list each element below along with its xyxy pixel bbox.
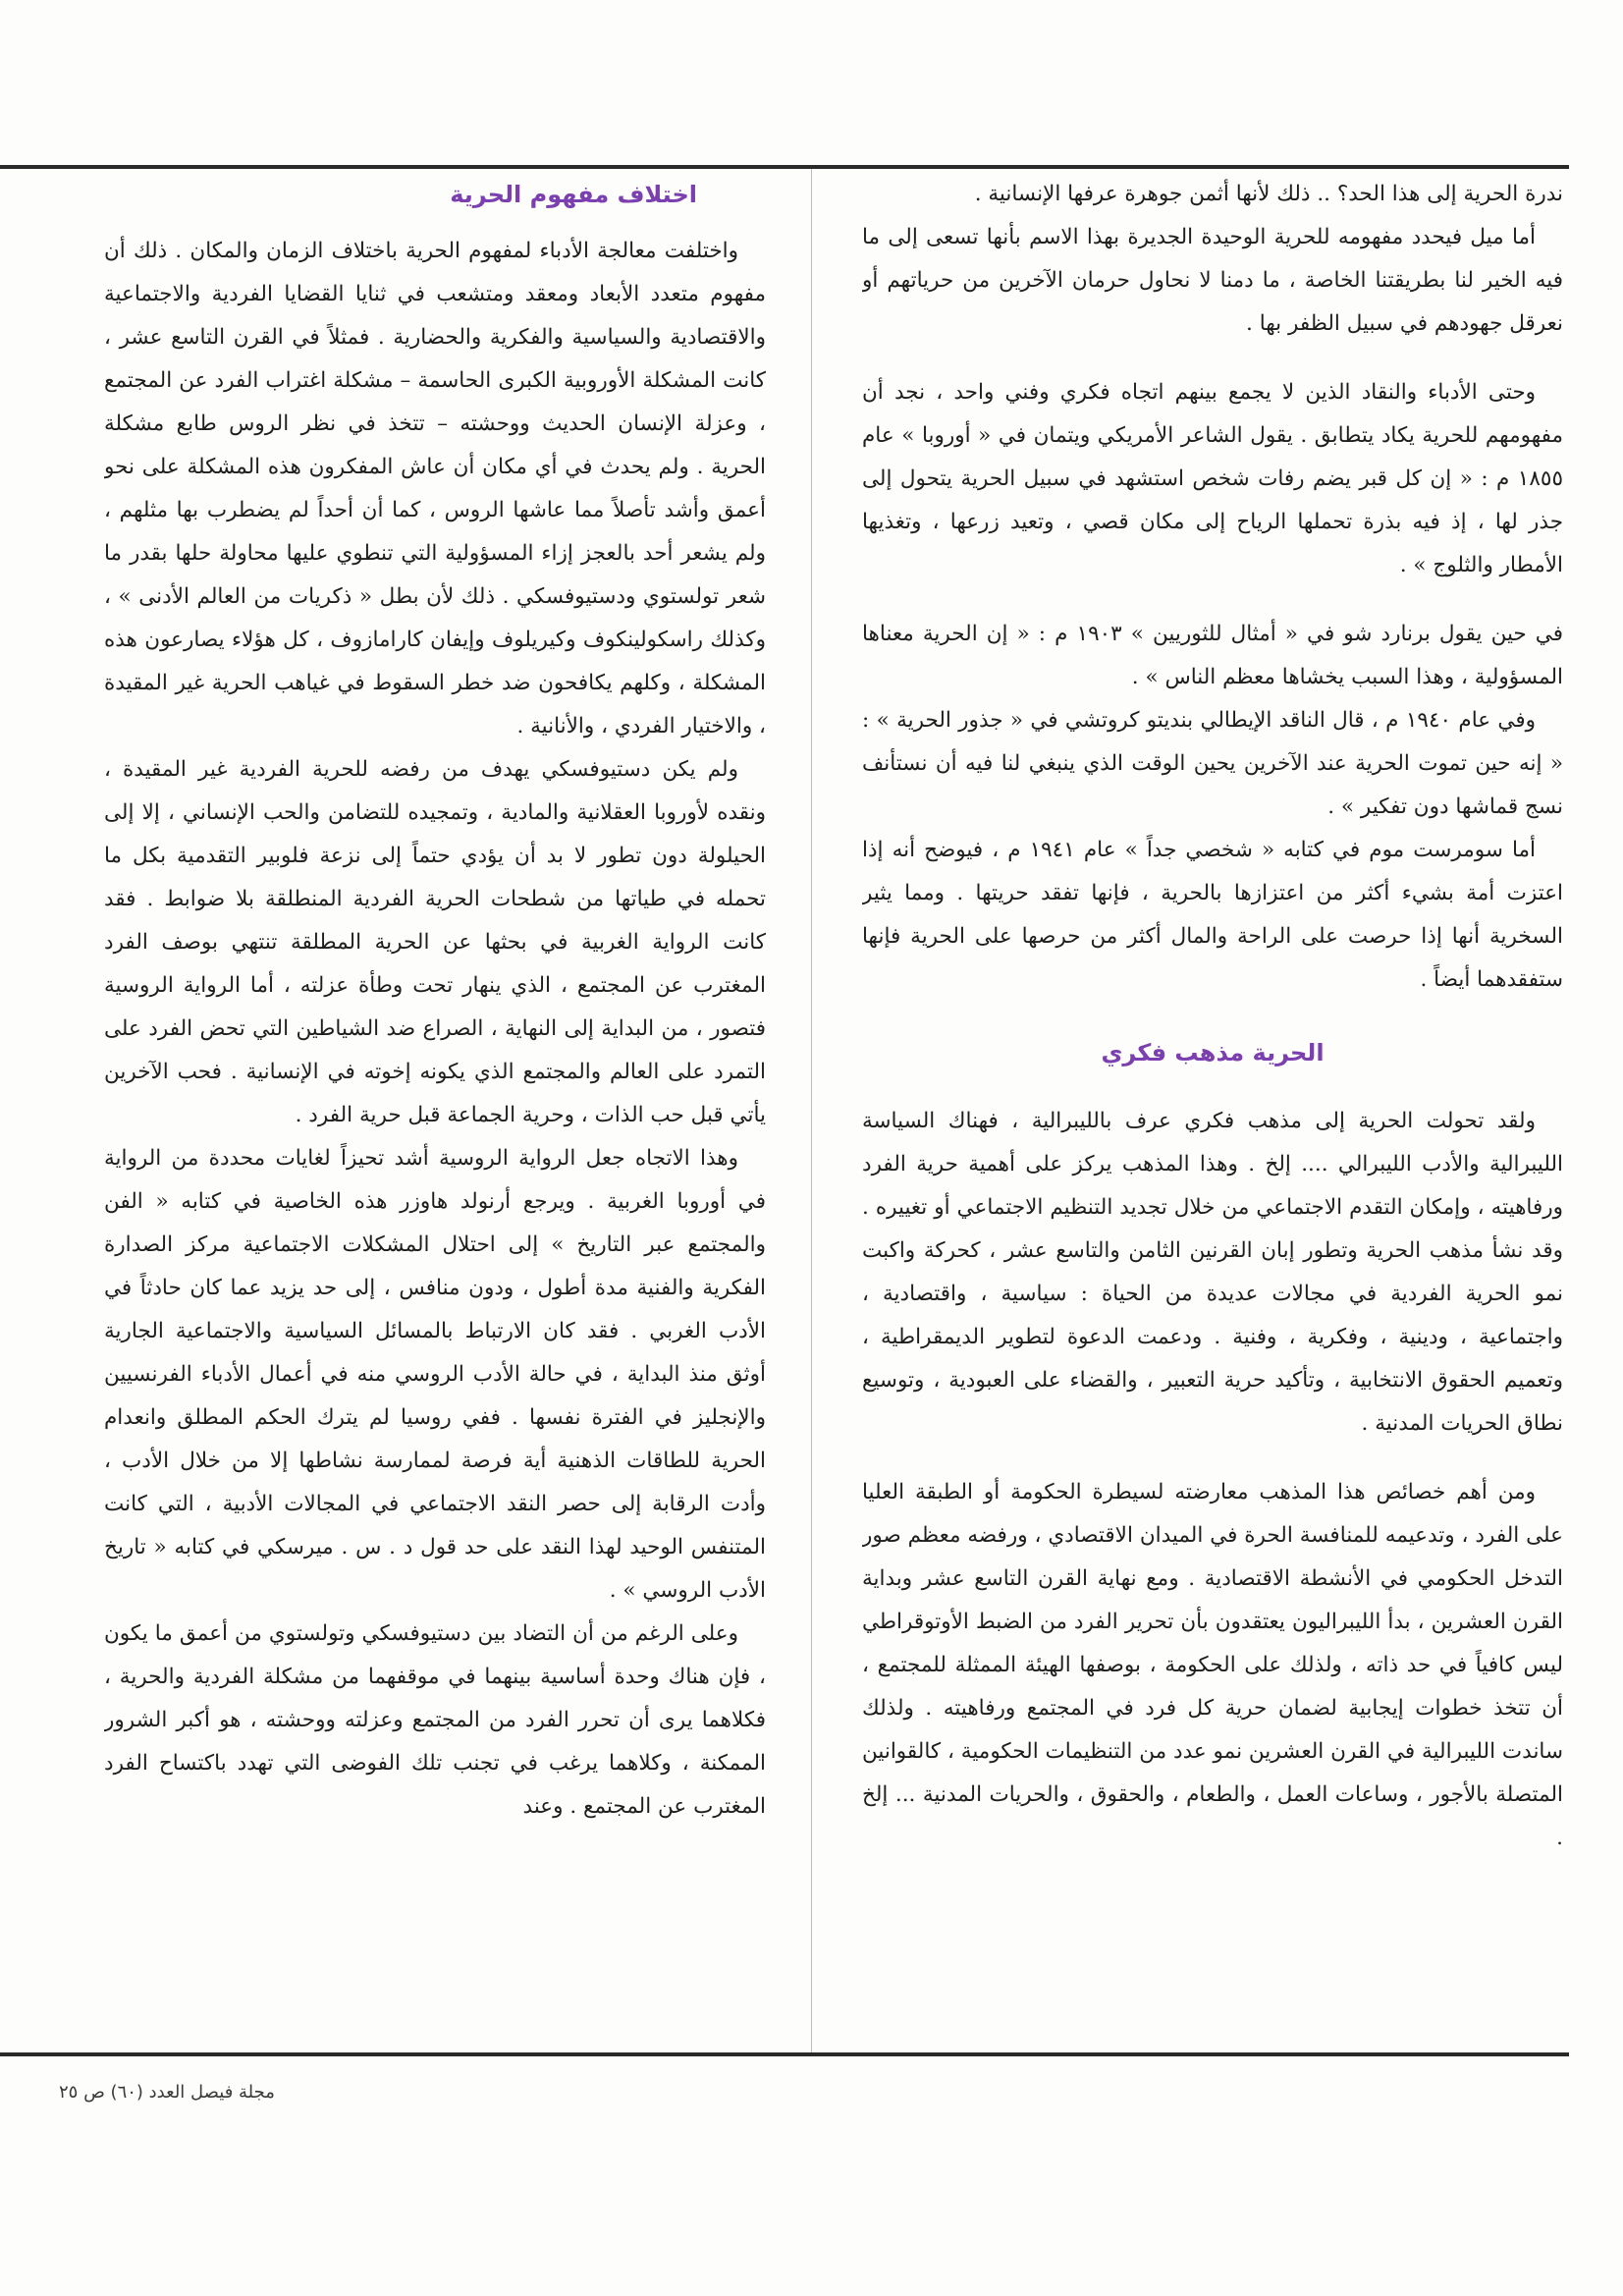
paragraph: في حين يقول برنارد شو في « أمثال للثوريين » ١٩٠٣ م : « إن الحرية معناها المسؤولية ، وهذا السبب يخشاها معظم الناس » . [862,622,1563,689]
paragraph: وعلى الرغم من أن التضاد بين دستيوفسكي وتولستوي من أعمق ما يكون ، فإن هناك وحدة أساسية بينهما في موقفهما من مشكلة الفردية والحرية ، فكلاهما يرى أن تحرر الفرد من المجتمع وعزلته ووحشته ، هو أكبر الشرور الممكنة ، وكلاهما يرغب في تجنب تلك الفوضى التي تهدد باكتساح الفرد المغترب عن المجتمع . وعند [104,1621,766,1819]
paragraph: ولقد تحولت الحرية إلى مذهب فكري عرف بالليبرالية ، فهناك السياسة الليبرالية والأدب الليبرالي .... إلخ . وهذا المذهب يركز على أهمية حرية الفرد ورفاهيته ، وإمكان التقدم الاجتماعي من خلال تجديد التنظيم الاجتماعي أو تغييره . وقد نشأ مذهب الحرية وتطور إبان القرنين الثامن والتاسع عشر ، كحركة واكبت نمو الحرية الفردية في مجالات عديدة من الحياة : سياسية ، واقتصادية ، واجتماعية ، ودينية ، وفكرية ، وفنية . ودعمت الدعوة لتطوير الديمقراطية ، وتعميم الحقوق الانتخابية ، وتأكيد حرية التعبير ، والقضاء على العبودية ، وتوسيع نطاق الحريات المدنية . [862,1109,1563,1436]
top-rule [0,165,1569,169]
paragraph: وحتى الأدباء والنقاد الذين لا يجمع بينهم اتجاه فكري وفني واحد ، نجد أن مفهومهم للحرية يكاد يتطابق . يقول الشاعر الأمريكي ويتمان في « أوروبا » عام ١٨٥٥ م : « إن كل قبر يضم رفات شخص استشهد في سبيل الحرية يتحول إلى جذر لها ، إذ فيه بذرة تحملها الرياح إلى مكان قصي ، وتعيد زرعها ، وتغذيها الأمطار والثلوج » . [862,380,1563,577]
section-heading: اختلاف مفهوم الحرية [450,181,697,208]
column-divider [811,169,812,2052]
paragraph: وفي عام ١٩٤٠ م ، قال الناقد الإيطالي بنديتو كروتشي في « جذور الحرية » : « إنه حين تموت الحرية عند الآخرين يحين الوقت الذي ينبغي لنا فيه أن نستأنف نسج قماشها دون تفكير » . [862,708,1563,819]
paragraph: ولم يكن دستيوفسكي يهدف من رفضه للحرية الفردية غير المقيدة ، ونقده لأوروبا العقلانية والمادية ، وتمجيده للتضامن والحب الإنساني ، إلا إلى الحيلولة دون تطور لا بد أن يؤدي حتماً إلى نزعة فلوبير التقدمية بكل ما تحمله في طياتها من شطحات الحرية الفردية المنطلقة بلا ضوابط . فقد كانت الرواية الغربية في بحثها عن الحرية المطلقة تنتهي بوصف الفرد المغترب عن المجتمع ، الذي ينهار تحت وطأة عزلته ، أما الرواية الروسية فتصور ، من البداية إلى النهاية ، الصراع ضد الشياطين التي تحض الفرد على التمرد على العالم والمجتمع الذي يكونه إخوته في الإنسانية . فحب الآخرين يأتي قبل حب الذات ، وحرية الجماعة قبل حرية الفرد . [104,757,766,1127]
paragraph: واختلفت معالجة الأدباء لمفهوم الحرية باختلاف الزمان والمكان . ذلك أن مفهوم متعدد الأبعاد ومعقد ومتشعب في ثنايا القضايا الفردية والاجتماعية والاقتصادية والسياسية والفكرية والحضارية . فمثلاً في القرن التاسع عشر ، كانت المشكلة الأوروبية الكبرى الحاسمة – مشكلة اغتراب الفرد عن المجتمع ، وعزلة الإنسان الحديث ووحشته – تتخذ في نظر الروس طابع مشكلة الحرية . ولم يحدث في أي مكان أن عاش المفكرون هذه المشكلة على نحو أعمق وأشد تأصلاً مما عاشها الروس ، كما أن أحداً لم يضطرب بها مثلهم ، ولم يشعر أحد بالعجز إزاء المسؤولية التي تنطوي عليها محاولة حلها بقدر ما شعر تولستوي ودستيوفسكي . ذلك لأن بطل « ذكريات من العالم الأدنى » ، وكذلك راسكولينكوف وكيريلوف وإيفان كارامازوف ، كل هؤلاء يصارعون هذه المشكلة ، وكلهم يكافحون ضد خطر السقوط في غياهب الحرية غير المقيدة ، والاختيار الفردي ، والأنانية . [104,239,766,738]
paragraph: ومن أهم خصائص هذا المذهب معارضته لسيطرة الحكومة أو الطبقة العليا على الفرد ، وتدعيمه للمنافسة الحرة في الميدان الاقتصادي ، ورفضه معظم صور التدخل الحكومي في الأنشطة الاقتصادية . ومع نهاية القرن التاسع عشر وبداية القرن العشرين ، بدأ الليبراليون يعتقدون بأن تحرير الفرد من الضبط الأوتوقراطي ليس كافياً في حد ذاته ، ولذلك على الحكومة ، بوصفها الهيئة الممثلة للمجتمع ، أن تتخذ خطوات إيجابية لضمان حرية كل فرد في المجتمع ورفاهيته . ولذلك ساندت الليبرالية في القرن العشرين نمو عدد من التنظيمات الحكومية ، كالقوانين المتصلة بالأجور ، وساعات العمل ، والطعام ، والحقوق ، والحريات المدنية ... إلخ . [862,1480,1563,1850]
paragraph: ندرة الحرية إلى هذا الحد؟ .. ذلك لأنها أثمن جوهرة عرفها الإنسانية . [974,182,1563,206]
left-column [104,173,766,2045]
right-column [862,173,1563,2045]
page-footer: مجلة فيصل العدد (٦٠) ص ٢٥ [59,2082,275,2103]
paragraph: أما ميل فيحدد مفهومه للحرية الوحيدة الجديرة بهذا الاسم بأنها تسعى إلى ما فيه الخير لنا بطريقتنا الخاصة ، ما دمنا لا نحاول حرمان الآخرين من حرياتهم أو نعرقل جهودهم في سبيل الظفر بها . [862,225,1563,336]
paragraph: أما سومرست موم في كتابه « شخصي جداً » عام ١٩٤١ م ، فيوضح أنه إذا اعتزت أمة بشيء أكثر من اعتزازها بالحرية ، فإنها تفقد حريتها . ومما يثير السخرية أنها إذا حرصت على الراحة والمال أكثر من حرصها على الحرية فإنها ستفقدهما أيضاً . [862,838,1563,992]
paragraph: وهذا الاتجاه جعل الرواية الروسية أشد تحيزاً لغايات محددة من الرواية في أوروبا الغربية . ويرجع أرنولد هاوزر هذه الخاصية في كتابه « الفن والمجتمع عبر التاريخ » إلى احتلال المشكلات الاجتماعية مركز الصدارة الفكرية والفنية مدة أطول ، ودون منافس ، إلى حد يزيد عما كان حادثاً في الأدب الغربي . فقد كان الارتباط بالمسائل السياسية والاجتماعية الجارية أوثق منذ البداية ، في حالة الأدب الروسي منه في أعمال الأدباء الفرنسيين والإنجليز في الفترة نفسها . ففي روسيا لم يترك الحكم المطلق وانعدام الحرية للطاقات الذهنية أية فرصة لممارسة نشاطها إلا من خلال الأدب ، وأدت الرقابة إلى حصر النقد الاجتماعي في المجالات الأدبية ، التي كانت المتنفس الوحيد لهذا النقد على حد قول د . س . ميرسكي في كتابه « تاريخ الأدب الروسي » . [104,1146,766,1603]
bottom-rule [0,2052,1569,2056]
section-heading: الحرية مذهب فكري [1101,1039,1325,1066]
